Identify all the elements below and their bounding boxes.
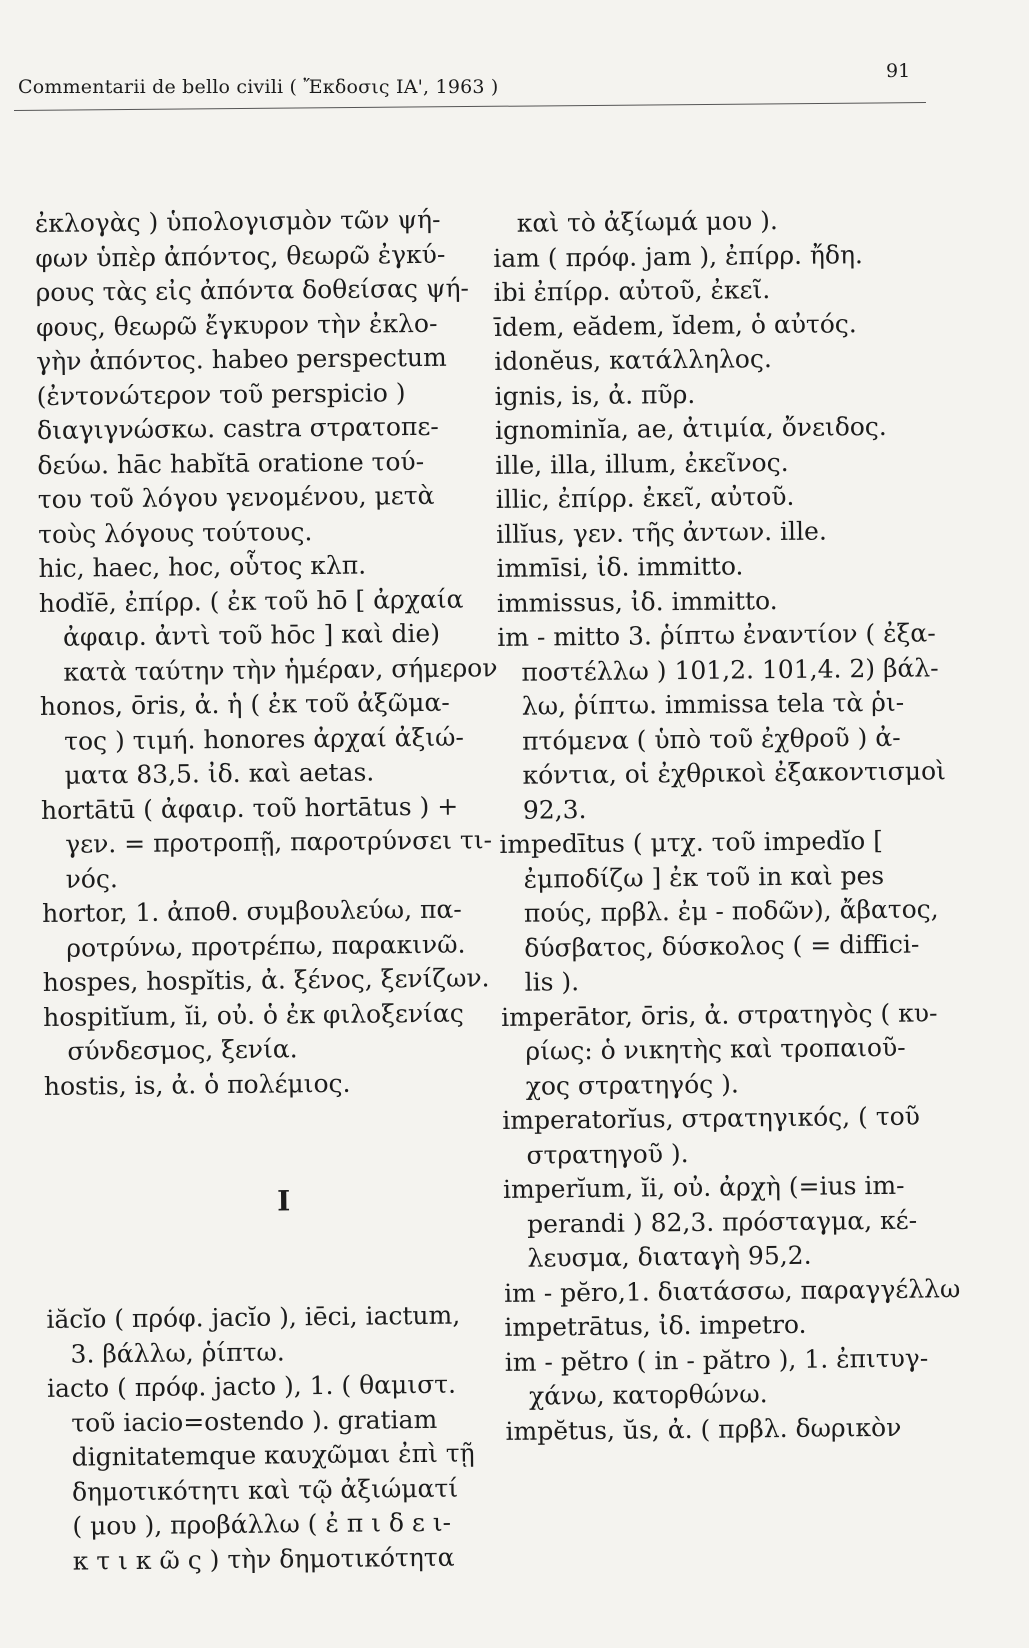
- entry-line: 3. βάλλω, ῥίπτω.: [46, 1336, 285, 1369]
- entry-line: impĕtus, ŭs, ἀ. ( πρβλ. δωρικὸν: [505, 1412, 902, 1446]
- entry-line: (ἐντονώτερον τοῦ perspicio ): [36, 377, 406, 411]
- left-entries-before: [34, 202, 498, 1104]
- left-entries-after: [46, 1298, 494, 1579]
- entry-line: hospitĭum, ĭi, οὐ. ὁ ἐκ φιλοξενίας: [43, 998, 464, 1032]
- entry-line: φους, θεωρῶ ἔγκυρον τὴν ἐκλο-: [35, 308, 438, 342]
- entry-line: ( μου ), προβάλλω ( ἐ π ι δ ε ι-: [48, 1507, 452, 1541]
- entry-line: του τοῦ λόγου γενομένου, μετὰ: [37, 480, 435, 514]
- right-entries: [493, 202, 986, 1449]
- entry-line: imperatorĭus, στρατηγικός, ( τοῦ: [502, 1101, 921, 1135]
- running-title: Commentarii de bello civili ( Ἔκδοσις ΙΑ', 1963 ): [18, 76, 499, 98]
- entry-line: γὴν ἀπόντος. habeo perspectum: [36, 342, 447, 376]
- entry-line: hostis, is, ἀ. ὁ πολέμιος.: [43, 1068, 351, 1101]
- entry-line: ρους τὰς εἰς ἀπόντα δοθείσας ψή-: [35, 273, 470, 307]
- entry-line: hortor, 1. ἀποθ. συμβουλεύω, πα-: [41, 894, 462, 928]
- right-column: [492, 133, 986, 1518]
- entry-line: λευσμα, διαταγὴ 95,2.: [503, 1240, 812, 1273]
- entry-line: honos, ōris, ἀ. ἡ ( ἐκ τοῦ ἀξῶμα-: [39, 687, 450, 721]
- entry-line: κόντια, οἱ ἐχθρικοὶ ἐξακοντισμοὶ: [498, 756, 947, 790]
- entry-line: κ τ ι κ ῶ ς ) τὴν δημοτικότητα: [48, 1542, 455, 1576]
- entry-line: νός.: [41, 863, 118, 894]
- entry-line: īdem, eădem, ĭdem, ὁ αὐτός.: [493, 308, 857, 342]
- entry-line: illĭus, γεν. τῆς ἀντων. ille.: [495, 516, 827, 549]
- entry-line: imperātor, ōris, ἀ. στρατηγὸς ( κυ-: [501, 997, 938, 1032]
- entry-line: ματα 83,5. ἰδ. καὶ aetas.: [40, 757, 375, 790]
- entry-line: iam ( πρόφ. jam ), ἐπίρρ. ἤδη.: [493, 239, 864, 273]
- entry-line: ρίως: ὁ νικητὴς καὶ τροπαιοῦ-: [501, 1032, 906, 1066]
- entry-line: iăcĭo ( πρόφ. jacĭo ), iēci, iactum,: [46, 1300, 461, 1334]
- entry-line: iacto ( πρόφ. jacto ), 1. ( θαμιστ.: [46, 1369, 457, 1403]
- entry-line: hic, haec, hoc, οὗτος κλπ.: [38, 550, 367, 583]
- entry-line: ibi ἐπίρρ. αὐτοῦ, ἐκεῖ.: [493, 275, 771, 307]
- entry-line: imperĭum, ĭi, οὐ. ἀρχὴ (=ius im-: [502, 1170, 905, 1204]
- entry-line: ποστέλλω ) 101,2. 101,4. 2) βάλ-: [497, 652, 939, 687]
- entry-line: πούς, πρβλ. ἐμ - ποδῶν), ἄβατος,: [499, 894, 939, 928]
- entry-line: τοῦ iacio=ostendo ). gratiam: [47, 1404, 438, 1438]
- entry-line: hortātū ( ἀφαιρ. τοῦ hortātus ) +: [40, 791, 459, 825]
- entry-line: ἀφαιρ. ἀντὶ τοῦ hōc ] καὶ die): [39, 618, 441, 652]
- entry-line: hodĭē, ἐπίρρ. ( ἐκ τοῦ hō [ ἀρχαία: [38, 584, 464, 618]
- entry-line: λω, ῥίπτω. immissa tela τὰ ῥι-: [497, 687, 905, 721]
- entry-line: δημοτικότητι καὶ τῷ ἀξιώματί: [48, 1473, 459, 1507]
- entry-line: ἐμποδίζω ] ἐκ τοῦ in καὶ pes: [499, 860, 885, 894]
- entry-line: immissus, ἰδ. immitto.: [496, 585, 778, 618]
- entry-line: δύσβατος, δύσκολος ( = diffici-: [500, 929, 920, 963]
- entry-line: διαγιγνώσκω. castra στρατοπε-: [36, 411, 439, 445]
- entry-line: hospes, hospĭtis, ἀ. ξένος, ξενίζων.: [42, 963, 490, 997]
- entry-line: χος στρατηγός ).: [501, 1068, 739, 1101]
- entry-line: dignitatemque καυχῶμαι ἐπὶ τῇ: [47, 1438, 475, 1472]
- entry-line: ignominĭa, ae, ἀτιμία, ὄνειδος.: [494, 411, 887, 445]
- section-letter: I: [276, 1184, 291, 1218]
- entry-line: idonĕus, κατάλληλος.: [494, 344, 772, 376]
- entry-line: impetrātus, ἰδ. impetro.: [504, 1309, 807, 1342]
- entry-line: ἐκλογὰς ) ὑπολογισμὸν τῶν ψή-: [34, 204, 441, 238]
- entry-line: φων ὑπὲρ ἀπόντος, θεωρῶ ἐγκύ-: [35, 239, 446, 273]
- entry-line: πτόμενα ( ὑπὸ τοῦ ἐχθροῦ ) ἀ-: [498, 722, 901, 756]
- entry-line: perandi ) 82,3. πρόσταγμα, κέ-: [503, 1205, 918, 1239]
- left-column: [34, 133, 498, 1648]
- header-rule: [14, 102, 926, 111]
- entry-line: καὶ τὸ ἀξίωμά μου ).: [492, 206, 779, 238]
- entry-line: 92,3.: [498, 794, 587, 825]
- page-number: 91: [886, 60, 911, 82]
- entry-line: impedītus ( μτχ. τοῦ impedĭo [: [499, 825, 884, 859]
- entry-line: ignis, is, ἀ. πῦρ.: [494, 379, 696, 411]
- entry-line: ροτρύνω, προτρέπω, παρακινῶ.: [42, 929, 466, 963]
- entry-line: τος ) τιμή. honores ἀρχαί ἀξιώ-: [40, 722, 465, 756]
- entry-line: κατὰ ταύτην τὴν ἡμέραν, σήμερον: [39, 652, 498, 687]
- entry-line: im - pĕtro ( in - pătro ), 1. ἐπιτυγ-: [504, 1343, 929, 1377]
- entry-line: στρατηγοῦ ).: [502, 1138, 689, 1170]
- entry-line: im - mitto 3. ῥίπτω ἐναντίον ( ἐξα-: [497, 618, 936, 652]
- entry-line: im - pĕro,1. διατάσσω, παραγγέλλω: [503, 1273, 961, 1308]
- entry-line: illic, ἐπίρρ. ἐκεῖ, αὐτοῦ.: [495, 481, 795, 514]
- entry-line: immīsi, ἰδ. immitto.: [496, 551, 744, 583]
- entry-line: χάνω, κατορθώνω.: [505, 1379, 768, 1411]
- entry-line: τοὺς λόγους τούτους.: [37, 516, 313, 549]
- entry-line: ille, illa, illum, ἐκεῖνος.: [495, 447, 789, 480]
- entry-line: δεύω. hāc habĭtā oratione τού-: [37, 446, 425, 480]
- entry-line: σύνδεσμος, ξενία.: [43, 1034, 298, 1066]
- entry-line: γεν. = προτροπῇ, παροτρύνσει τι-: [41, 825, 493, 859]
- entry-line: lis ).: [500, 967, 580, 997]
